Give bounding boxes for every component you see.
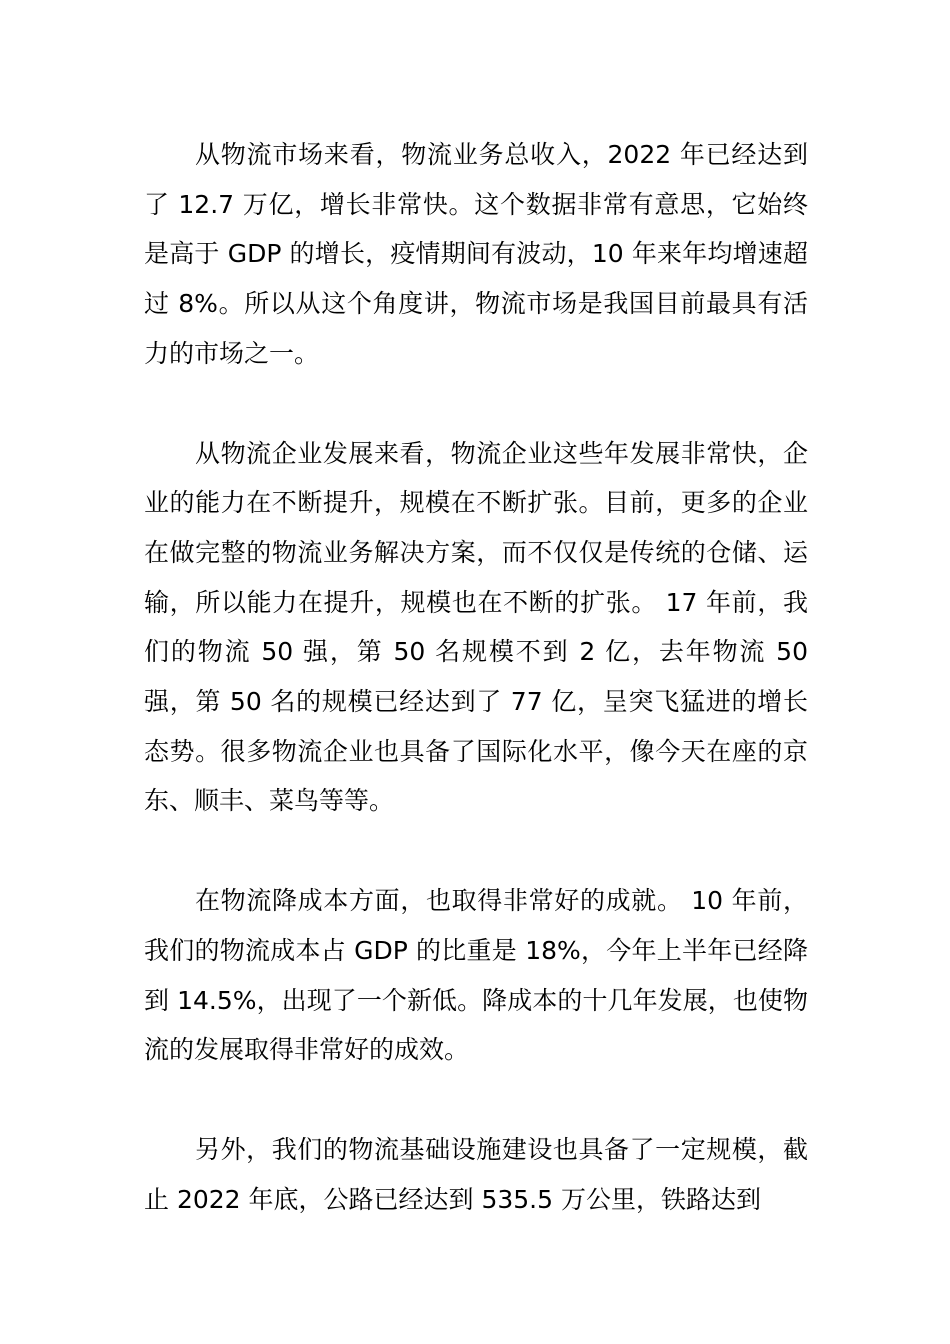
paragraph-logistics-market: 从物流市场来看，物流业务总收入，2022 年已经达到了 12.7 万亿，增长非常快。这个数据非常有意思，它始终是高于 GDP 的增长，疫情期间有波动，10 年来年均增速超过 8%。所以从这个角度讲，物流市场是我国目前最具有活力的市场之一。 xyxy=(144,140,808,368)
paragraph-infrastructure: 另外，我们的物流基础设施建设也具备了一定规模，截止 2022 年底，公路已经达到 535.5 万公里，铁路达到 xyxy=(144,1134,808,1214)
paragraph-cost-reduction: 在物流降成本方面，也取得非常好的成就。 10 年前，我们的物流成本占 GDP 的比重是 18%，今年上半年已经降到 14.5%，出现了一个新低。降成本的十几年发展，也使物流的发展取得非常好的成效。 xyxy=(144,886,808,1065)
paragraph-logistics-enterprises: 从物流企业发展来看，物流企业这些年发展非常快，企业的能力在不断提升，规模在不断扩张。目前，更多的企业在做完整的物流业务解决方案，而不仅仅是传统的仓储、运输，所以能力在提升，规模也在不断的扩张。 17 年前，我们的物流 50 强，第 50 名规模不到 2 亿，去年物流 50 强，第 50 名的规模已经达到了 77 亿，呈突飞猛进的增长态势。很多物流企业也具备了国际化水平，像今天在座的京东、顺丰、菜鸟等等。 xyxy=(144,438,808,816)
document-page xyxy=(144,130,808,1224)
